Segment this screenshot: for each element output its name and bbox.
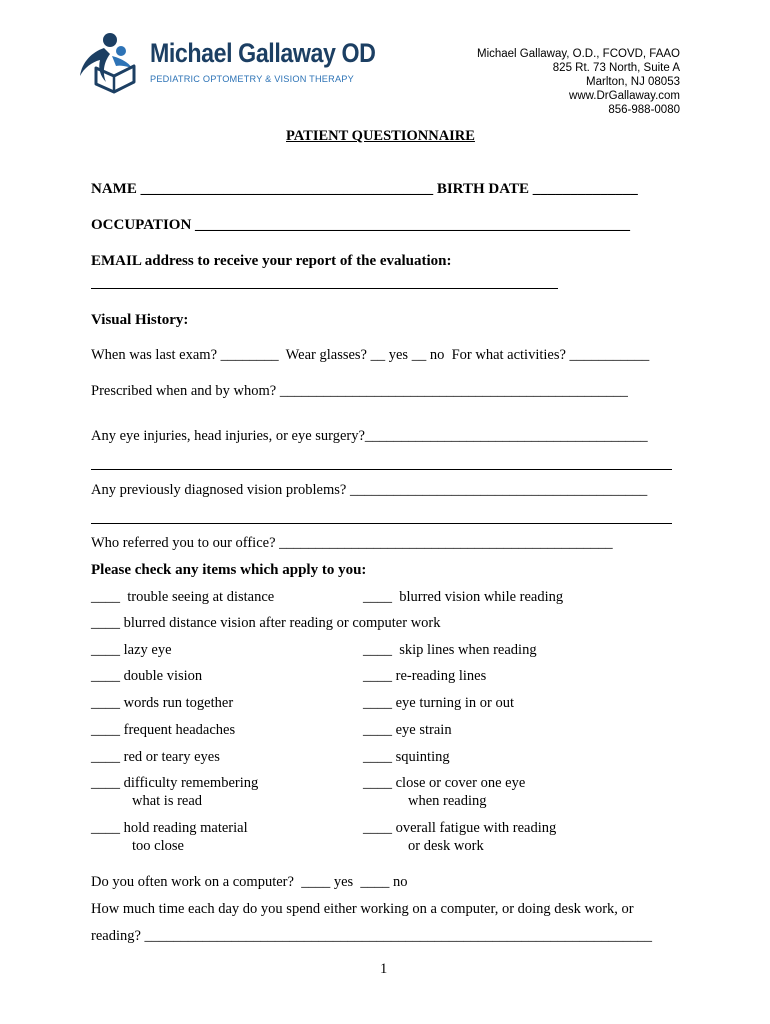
address-line-name: Michael Gallaway, O.D., FCOVD, FAAO (476, 48, 680, 60)
check-close-cover-eye-cont: when reading (408, 793, 487, 809)
check-squinting[interactable]: ____ squinting (363, 749, 450, 765)
visual-history-heading: Visual History: (91, 312, 189, 328)
check-difficulty-remembering[interactable]: ____ difficulty remembering (91, 775, 259, 791)
check-lazy-eye[interactable]: ____ lazy eye (91, 642, 172, 658)
email-field[interactable] (91, 288, 558, 289)
check-close-cover-eye[interactable]: ____ close or cover one eye (363, 775, 526, 791)
time-spent-field[interactable]: reading? ______________________________________________________________________ (91, 928, 653, 944)
check-frequent-headaches[interactable]: ____ frequent headaches (91, 722, 236, 738)
check-words-run-together[interactable]: ____ words run together (91, 695, 234, 711)
address-line-street: 825 Rt. 73 North, Suite A (552, 62, 680, 74)
check-eye-turning[interactable]: ____ eye turning in or out (363, 695, 515, 711)
check-overall-fatigue-cont: or desk work (408, 838, 484, 854)
logo-name: Michael Gallaway OD (150, 38, 376, 68)
address-line-website: www.DrGallaway.com (569, 90, 680, 102)
check-double-vision[interactable]: ____ double vision (91, 668, 203, 684)
address-line-phone: 856-988-0080 (608, 104, 680, 116)
logo-tagline: PEDIATRIC OPTOMETRY & VISION THERAPY (150, 74, 354, 84)
last-exam-field[interactable]: When was last exam? ________ Wear glasses? __ yes __ no For what activities? ___________ (91, 347, 650, 363)
check-hold-material-close-cont: too close (132, 838, 184, 854)
check-difficulty-remembering-cont: what is read (132, 793, 203, 809)
check-hold-material-close[interactable]: ____ hold reading material (91, 820, 248, 836)
page-number: 1 (380, 961, 388, 977)
check-re-reading-lines[interactable]: ____ re-reading lines (363, 668, 487, 684)
computer-work-field[interactable]: Do you often work on a computer? ____ yes ____ no (91, 874, 408, 890)
prescribed-field[interactable]: Prescribed when and by whom? ________________________________________________ (91, 383, 628, 399)
time-spent-question: How much time each day do you spend either working on a computer, or doing desk work, or (91, 901, 634, 917)
child-reading-logo-icon (76, 32, 148, 94)
check-skip-lines[interactable]: ____ skip lines when reading (363, 642, 537, 658)
email-label: EMAIL address to receive your report of the evaluation: (91, 253, 452, 269)
injuries-extra-line[interactable] (91, 469, 672, 470)
address-line-city: Marlton, NJ 08053 (586, 76, 680, 88)
check-blurred-distance-after-work[interactable]: ____ blurred distance vision after reading or computer work (91, 615, 441, 631)
practice-logo (76, 32, 376, 94)
injuries-field[interactable]: Any eye injuries, head injuries, or eye surgery?_______________________________________ (91, 428, 648, 444)
check-eye-strain[interactable]: ____ eye strain (363, 722, 452, 738)
diagnosed-field[interactable]: Any previously diagnosed vision problems? _________________________________________ (91, 482, 648, 498)
check-overall-fatigue[interactable]: ____ overall fatigue with reading (363, 820, 557, 836)
checklist-heading: Please check any items which apply to you: (91, 562, 367, 578)
check-blurred-vision-reading[interactable]: ____ blurred vision while reading (363, 589, 564, 605)
name-birthdate-field[interactable]: NAME _______________________________________ BIRTH DATE ______________ (91, 181, 638, 197)
diagnosed-extra-line[interactable] (91, 523, 672, 524)
check-trouble-seeing-distance[interactable]: ____ trouble seeing at distance (91, 589, 275, 605)
referred-field[interactable]: Who referred you to our office? ______________________________________________ (91, 535, 613, 551)
check-red-teary-eyes[interactable]: ____ red or teary eyes (91, 749, 220, 765)
form-title: PATIENT QUESTIONNAIRE (286, 128, 475, 144)
occupation-field[interactable]: OCCUPATION __________________________________________________________ (91, 217, 631, 233)
